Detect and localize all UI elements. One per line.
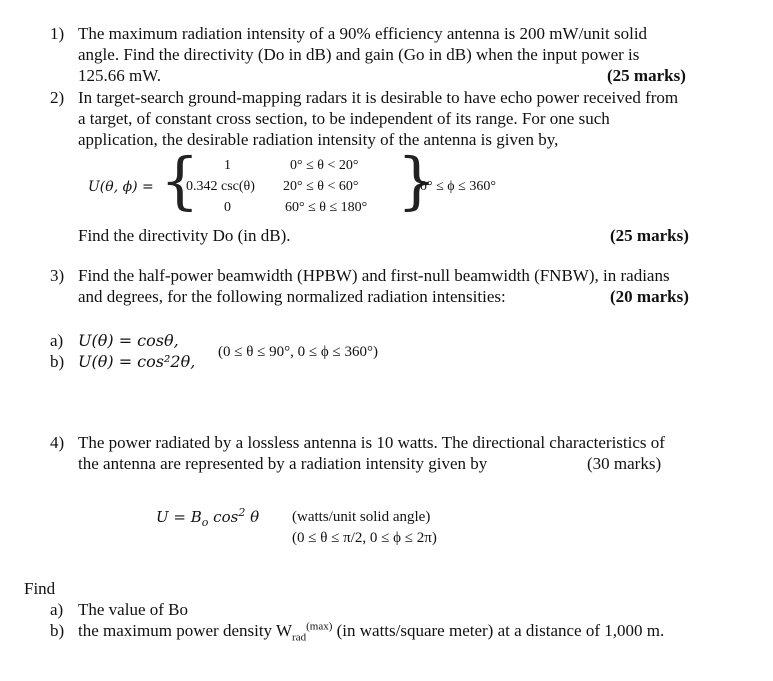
right-brace: } xyxy=(397,144,437,217)
q2-case-2-expr: 0.342 csc(θ) xyxy=(186,179,255,194)
q4-eq-theta: θ xyxy=(245,508,260,526)
q4-find: Find xyxy=(24,579,56,598)
q4-unit: (watts/unit solid angle) xyxy=(292,509,431,525)
q2-line-3: application, the desirable radiation intensity of the antenna is given by, xyxy=(78,130,559,149)
q2-case-1-cond: 0° ≤ θ < 20° xyxy=(290,158,359,173)
q4-eq-sub: o xyxy=(201,516,209,529)
q4-b-label: b) xyxy=(50,621,65,640)
q4-a-text: The value of Bo xyxy=(78,600,188,619)
q2-eq-lhs: U(θ, ϕ) = xyxy=(88,179,154,195)
q3-range: (0 ≤ θ ≤ 90°, 0 ≤ ϕ ≤ 360°) xyxy=(218,344,378,360)
q4-line-1: The power radiated by a lossless antenna is 10 watts. The directional characteristics of xyxy=(78,433,665,452)
q4-b-sup: (max) xyxy=(306,620,333,633)
q1-line-3: 125.66 mW. xyxy=(78,66,161,85)
q4-equation xyxy=(156,507,259,527)
q2-case-3-cond: 60° ≤ θ ≤ 180° xyxy=(285,200,368,215)
q4-b-text xyxy=(78,620,665,644)
q3-number: 3) xyxy=(50,266,65,285)
q1-line-1: The maximum radiation intensity of a 90% efficiency antenna is 200 mW/unit solid xyxy=(78,24,648,43)
q3-line-1: Find the half-power beamwidth (HPBW) and first-null beamwidth (FNBW), in radians xyxy=(78,266,670,285)
q3-a-expr: U(θ) = cosθ, xyxy=(78,331,179,350)
q4-eq-cos: cos xyxy=(208,508,239,526)
q4-marks: (30 marks) xyxy=(587,454,662,473)
q1-line-2: angle. Find the directivity (Do in dB) and gain (Go in dB) when the input power is xyxy=(78,45,640,64)
q3-b-label: b) xyxy=(50,352,65,371)
q4-b-post: (in watts/square meter) at a distance of 1,000 m. xyxy=(332,621,665,640)
q3-marks: (20 marks) xyxy=(610,287,689,306)
q2-find: Find the directivity Do (in dB). xyxy=(78,226,291,245)
q2-line-2: a target, of constant cross section, to be independent of its range. For one such xyxy=(78,109,610,128)
q2-case-2-cond: 20° ≤ θ < 60° xyxy=(283,179,359,194)
q4-b-pre: the maximum power density W xyxy=(78,621,293,640)
q3-a-label: a) xyxy=(50,331,64,350)
q4-range: (0 ≤ θ ≤ π/2, 0 ≤ ϕ ≤ 2π) xyxy=(292,530,437,546)
left-brace: { xyxy=(160,144,200,217)
q2-marks: (25 marks) xyxy=(610,226,689,245)
q2-phi-range: 0° ≤ ϕ ≤ 360° xyxy=(420,179,496,194)
q3-b-expr: U(θ) = cos²2θ, xyxy=(78,352,196,371)
q4-eq-sup: 2 xyxy=(238,506,246,519)
q4-a-label: a) xyxy=(50,600,64,619)
q4-line-2: the antenna are represented by a radiation intensity given by xyxy=(78,454,488,473)
q2-case-3-expr: 0 xyxy=(224,200,231,215)
q4-number: 4) xyxy=(50,433,65,452)
q4-b-sub: rad xyxy=(292,631,307,644)
q1-number: 1) xyxy=(50,24,65,43)
q3-line-2: and degrees, for the following normalized radiation intensities: xyxy=(78,287,506,306)
q4-eq-lhs: U = B xyxy=(156,508,202,526)
q2-line-1: In target-search ground-mapping radars it is desirable to have echo power received from xyxy=(78,88,679,107)
q1-marks: (25 marks) xyxy=(607,66,686,85)
q2-number: 2) xyxy=(50,88,65,107)
q2-case-1-expr: 1 xyxy=(224,158,231,173)
